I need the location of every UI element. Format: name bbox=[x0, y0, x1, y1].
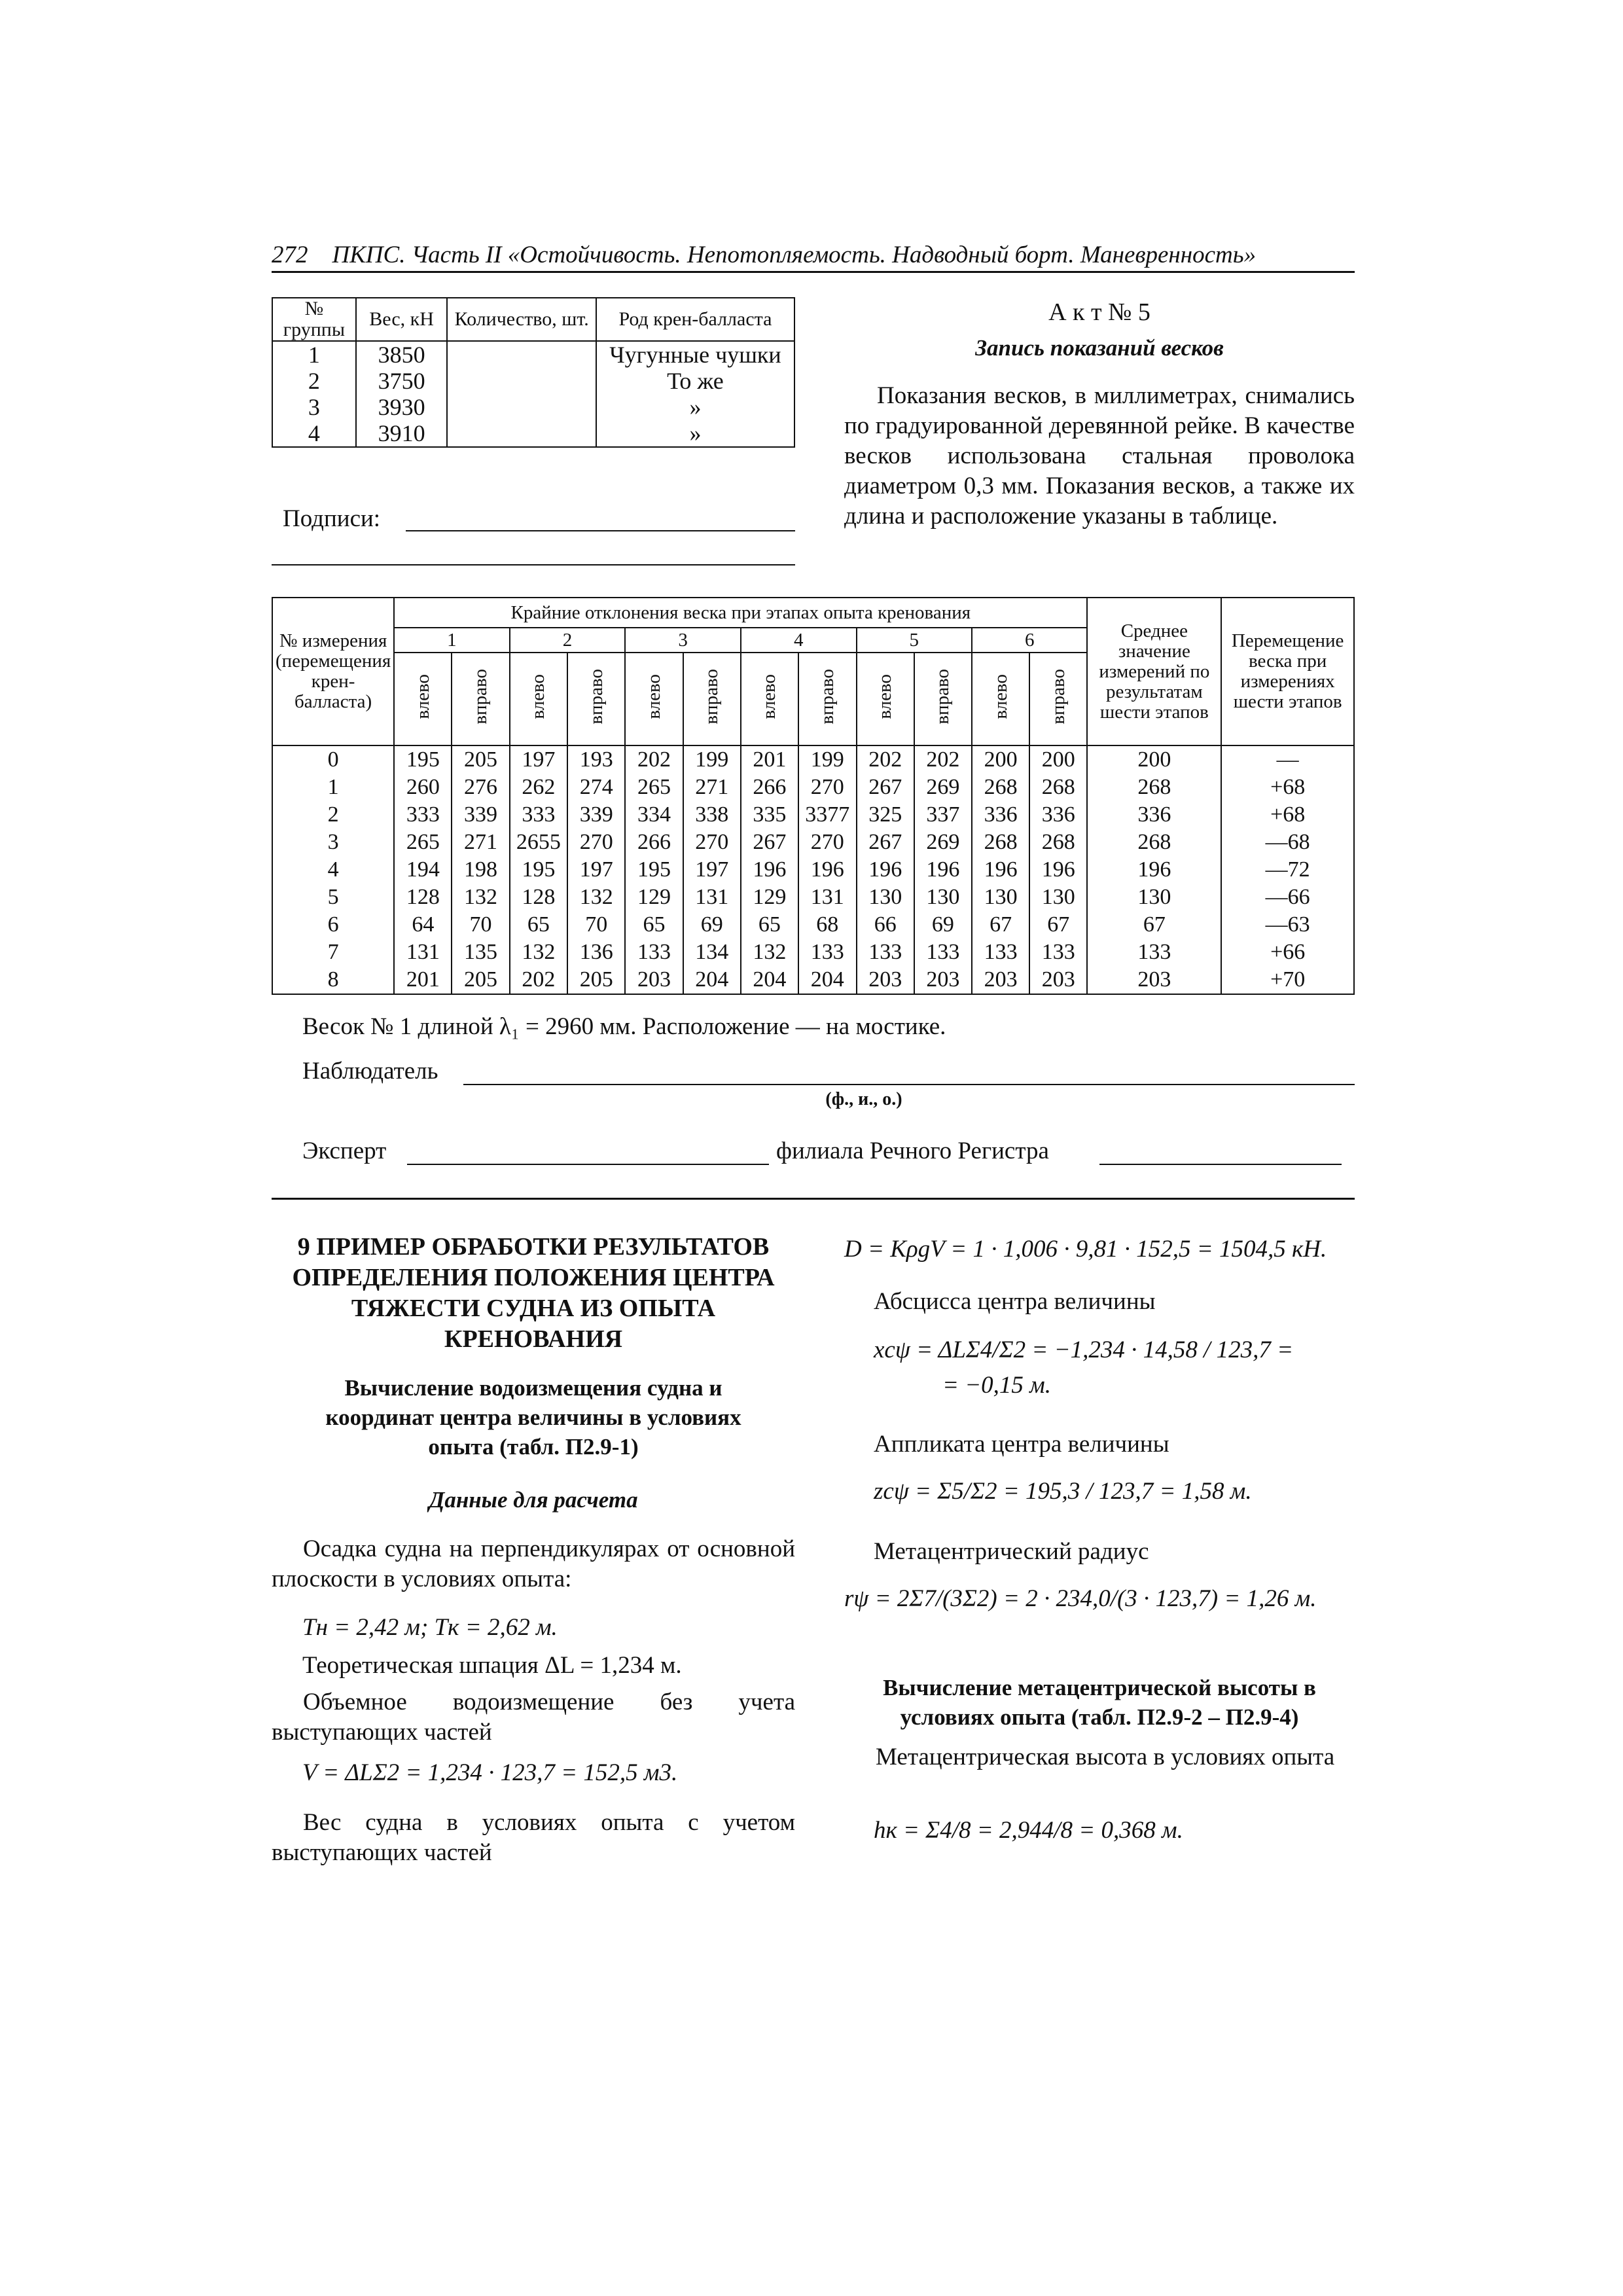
vesok-line: Весок № 1 длиной λ₁ = 2960 мм. Расположение — на мостике. bbox=[302, 1013, 946, 1040]
reading-cell: 202 bbox=[625, 745, 683, 774]
reading-cell: 65 bbox=[510, 911, 568, 939]
reading-cell: 132 bbox=[741, 939, 798, 966]
reading-cell: 66 bbox=[857, 911, 914, 939]
reading-cell: 204 bbox=[683, 966, 741, 994]
reading-cell: 67 bbox=[1029, 911, 1087, 939]
reading-cell: 197 bbox=[510, 745, 568, 774]
reading-cell: 333 bbox=[510, 801, 568, 829]
table-row bbox=[272, 745, 1354, 774]
stage-header: 5 bbox=[857, 628, 972, 653]
stage-header: 1 bbox=[394, 628, 509, 653]
reading-cell: 131 bbox=[683, 884, 741, 911]
shift-cell: —68 bbox=[1221, 829, 1354, 856]
table-row: 4 3910 » bbox=[272, 420, 794, 447]
formula-weight: D = KρgV = 1 · 1,006 · 9,81 · 152,5 = 1504,5 кН. bbox=[844, 1236, 1327, 1263]
stage-header: 4 bbox=[741, 628, 857, 653]
reading-cell: 194 bbox=[394, 856, 452, 884]
reading-cell: 201 bbox=[394, 966, 452, 994]
reading-cell: 270 bbox=[798, 829, 857, 856]
shift-cell: — bbox=[1221, 745, 1354, 774]
reading-cell: 197 bbox=[567, 856, 625, 884]
reading-cell: 268 bbox=[1029, 829, 1087, 856]
paragraph-abscissa: Абсцисса центра величины bbox=[874, 1288, 1156, 1315]
act-text: Показания весков, в миллиметрах, снимались по градуированной деревянной рейке. В качестве весков использована стальная проволока диаметром 0,3 мм. Показания весков, а также их длина и расположение указаны в таблице. bbox=[844, 382, 1355, 529]
reading-cell: 132 bbox=[510, 939, 568, 966]
reading-cell: 68 bbox=[798, 911, 857, 939]
reading-cell: 199 bbox=[683, 745, 741, 774]
side-left-label: влево bbox=[874, 674, 896, 719]
reading-cell: 203 bbox=[1029, 966, 1087, 994]
reading-cell: 133 bbox=[1029, 939, 1087, 966]
side-left-label: влево bbox=[758, 674, 780, 719]
reading-cell: 129 bbox=[625, 884, 683, 911]
table-row bbox=[272, 856, 1354, 884]
page-number: 272 bbox=[272, 242, 308, 268]
reading-cell: 133 bbox=[972, 939, 1029, 966]
section-heading: 9 ПРИМЕР ОБРАБОТКИ РЕЗУЛЬТАТОВ ОПРЕДЕЛЕНИЯ ПОЛОЖЕНИЯ ЦЕНТРА ТЯЖЕСТИ СУДНА ИЗ ОПЫТА КРЕНОВАНИЯ bbox=[292, 1233, 775, 1353]
act-title: А к т № 5 bbox=[1048, 298, 1150, 326]
reading-cell: 128 bbox=[510, 884, 568, 911]
paragraph-applicate: Аппликата центра величины bbox=[874, 1431, 1169, 1458]
reading-cell: 266 bbox=[625, 829, 683, 856]
reading-cell: 132 bbox=[567, 884, 625, 911]
reading-cell: 336 bbox=[972, 801, 1029, 829]
average-cell: 336 bbox=[1087, 801, 1221, 829]
side-right-label: вправо bbox=[932, 669, 954, 725]
reading-cell: 269 bbox=[914, 829, 972, 856]
reading-cell: 196 bbox=[857, 856, 914, 884]
table-row bbox=[272, 911, 1354, 939]
reading-cell: 196 bbox=[972, 856, 1029, 884]
reading-cell: 202 bbox=[857, 745, 914, 774]
reading-cell: 271 bbox=[452, 829, 509, 856]
subsection-heading-1: Вычисление водоизмещения судна и координат центра величины в условиях опыта (табл. П2.9-1) bbox=[325, 1375, 741, 1460]
reading-cell: 339 bbox=[452, 801, 509, 829]
reading-cell: 200 bbox=[1029, 745, 1087, 774]
subsection-heading-2: Вычисление метацентрической высоты в условиях опыта (табл. П2.9-2 – П2.9-4) bbox=[883, 1675, 1316, 1730]
measure-number: 2 bbox=[272, 801, 394, 829]
stage-header: 3 bbox=[625, 628, 740, 653]
reading-cell: 195 bbox=[625, 856, 683, 884]
formula-volume: V = ΔLΣ2 = 1,234 · 123,7 = 152,5 м3. bbox=[302, 1759, 678, 1786]
reading-cell: 274 bbox=[567, 774, 625, 801]
average-cell: 268 bbox=[1087, 829, 1221, 856]
average-cell: 67 bbox=[1087, 911, 1221, 939]
average-cell: 200 bbox=[1087, 745, 1221, 774]
col-shift: Перемещение веска при измерениях шести этапов bbox=[1221, 598, 1354, 745]
reading-cell: 198 bbox=[452, 856, 509, 884]
shift-cell: +68 bbox=[1221, 774, 1354, 801]
paragraph-weight: Вес судна в условиях опыта с учетом выступающих частей bbox=[272, 1809, 795, 1866]
measure-number: 5 bbox=[272, 884, 394, 911]
shift-cell: —66 bbox=[1221, 884, 1354, 911]
measure-number: 0 bbox=[272, 745, 394, 774]
reading-cell: 269 bbox=[914, 774, 972, 801]
reading-cell: 196 bbox=[914, 856, 972, 884]
reading-cell: 130 bbox=[857, 884, 914, 911]
reading-cell: 265 bbox=[394, 829, 452, 856]
measure-number: 1 bbox=[272, 774, 394, 801]
paragraph-draft: Осадка судна на перпендикулярах от основной плоскости в условиях опыта: bbox=[272, 1535, 795, 1592]
reading-cell: 130 bbox=[914, 884, 972, 911]
side-right-label: вправо bbox=[470, 669, 491, 725]
reading-cell: 196 bbox=[1029, 856, 1087, 884]
measure-number: 4 bbox=[272, 856, 394, 884]
reading-cell: 70 bbox=[452, 911, 509, 939]
reading-cell: 130 bbox=[972, 884, 1029, 911]
reading-cell: 193 bbox=[567, 745, 625, 774]
col-measure: № измерения (перемещения крен-балласта) bbox=[272, 598, 394, 745]
side-right-label: вправо bbox=[701, 669, 722, 725]
reading-cell: 70 bbox=[567, 911, 625, 939]
data-for-calculation: Данные для расчета bbox=[429, 1487, 638, 1513]
expert-middle-text: филиала Речного Регистра bbox=[776, 1138, 1049, 1164]
reading-cell: 135 bbox=[452, 939, 509, 966]
reading-cell: 268 bbox=[972, 829, 1029, 856]
reading-cell: 325 bbox=[857, 801, 914, 829]
measure-number: 3 bbox=[272, 829, 394, 856]
reading-cell: 195 bbox=[394, 745, 452, 774]
reading-cell: 200 bbox=[972, 745, 1029, 774]
reading-cell: 129 bbox=[741, 884, 798, 911]
reading-cell: 268 bbox=[972, 774, 1029, 801]
reading-cell: 338 bbox=[683, 801, 741, 829]
col-quantity: Количество, шт. bbox=[447, 298, 596, 341]
reading-cell: 67 bbox=[972, 911, 1029, 939]
reading-cell: 133 bbox=[857, 939, 914, 966]
reading-cell: 201 bbox=[741, 745, 798, 774]
reading-cell: 270 bbox=[683, 829, 741, 856]
reading-cell: 205 bbox=[452, 966, 509, 994]
reading-cell: 267 bbox=[741, 829, 798, 856]
reading-cell: 134 bbox=[683, 939, 741, 966]
shift-cell: +68 bbox=[1221, 801, 1354, 829]
reading-cell: 131 bbox=[394, 939, 452, 966]
side-left-label: влево bbox=[527, 674, 549, 719]
paragraph-volume: Объемное водоизмещение без учета выступающих частей bbox=[272, 1689, 795, 1746]
reading-cell: 130 bbox=[1029, 884, 1087, 911]
reading-cell: 197 bbox=[683, 856, 741, 884]
reading-cell: 65 bbox=[741, 911, 798, 939]
act-subtitle: Запись показаний весков bbox=[975, 335, 1224, 361]
table-row: 2 3750 То же bbox=[272, 368, 794, 394]
table-row bbox=[272, 884, 1354, 911]
paragraph-spacing: Теоретическая шпация ΔL = 1,234 м. bbox=[302, 1652, 682, 1679]
shift-cell: —63 bbox=[1221, 911, 1354, 939]
reading-cell: 203 bbox=[625, 966, 683, 994]
measure-number: 7 bbox=[272, 939, 394, 966]
reading-cell: 205 bbox=[452, 745, 509, 774]
shift-cell: —72 bbox=[1221, 856, 1354, 884]
reading-cell: 136 bbox=[567, 939, 625, 966]
measure-number: 6 bbox=[272, 911, 394, 939]
measure-number: 8 bbox=[272, 966, 394, 994]
expert-signature-line[interactable] bbox=[407, 1164, 769, 1165]
formula-metacentric: hк = Σ4/8 = 2,944/8 = 0,368 м. bbox=[874, 1817, 1183, 1844]
section-divider bbox=[272, 1198, 1355, 1200]
reading-cell: 276 bbox=[452, 774, 509, 801]
side-right-label: вправо bbox=[585, 669, 607, 725]
reading-cell: 65 bbox=[625, 911, 683, 939]
average-cell: 203 bbox=[1087, 966, 1221, 994]
registry-signature-line[interactable] bbox=[1099, 1164, 1342, 1165]
observer-label: Наблюдатель bbox=[302, 1058, 438, 1085]
table-row bbox=[272, 801, 1354, 829]
reading-cell: 202 bbox=[914, 745, 972, 774]
stage-header: 6 bbox=[972, 628, 1087, 653]
readings-table bbox=[272, 597, 1355, 995]
reading-cell: 69 bbox=[683, 911, 741, 939]
reading-cell: 196 bbox=[741, 856, 798, 884]
shift-cell: +70 bbox=[1221, 966, 1354, 994]
reading-cell: 334 bbox=[625, 801, 683, 829]
reading-cell: 196 bbox=[798, 856, 857, 884]
formula-abscissa-result: = −0,15 м. bbox=[942, 1372, 1052, 1399]
ballast-table bbox=[272, 297, 795, 448]
reading-cell: 335 bbox=[741, 801, 798, 829]
reading-cell: 195 bbox=[510, 856, 568, 884]
reading-cell: 133 bbox=[914, 939, 972, 966]
reading-cell: 131 bbox=[798, 884, 857, 911]
reading-cell: 128 bbox=[394, 884, 452, 911]
reading-cell: 337 bbox=[914, 801, 972, 829]
reading-cell: 132 bbox=[452, 884, 509, 911]
reading-cell: 270 bbox=[567, 829, 625, 856]
reading-cell: 270 bbox=[798, 774, 857, 801]
col-weight: Вес, кН bbox=[356, 298, 448, 341]
average-cell: 130 bbox=[1087, 884, 1221, 911]
running-title: ПКПС. Часть II «Остойчивость. Непотопляемость. Надводный борт. Маневренность» bbox=[332, 242, 1257, 268]
observer-caption: (ф., и., о.) bbox=[825, 1089, 902, 1109]
col-deviation-group: Крайние отклонения веска при этапах опыта кренования bbox=[394, 598, 1087, 628]
table-row bbox=[272, 774, 1354, 801]
observer-signature-line[interactable] bbox=[463, 1084, 1355, 1085]
paragraph-radius: Метацентрический радиус bbox=[874, 1538, 1149, 1565]
reading-cell: 336 bbox=[1029, 801, 1087, 829]
average-cell: 196 bbox=[1087, 856, 1221, 884]
col-ballast-type: Род крен-балласта bbox=[596, 298, 794, 341]
reading-cell: 262 bbox=[510, 774, 568, 801]
reading-cell: 339 bbox=[567, 801, 625, 829]
table-row: 1 3850 Чугунные чушки bbox=[272, 341, 794, 368]
reading-cell: 199 bbox=[798, 745, 857, 774]
reading-cell: 265 bbox=[625, 774, 683, 801]
formula-abscissa: xcψ = ΔLΣ4/Σ2 = −1,234 · 14,58 / 123,7 = bbox=[874, 1336, 1294, 1363]
average-cell: 133 bbox=[1087, 939, 1221, 966]
reading-cell: 205 bbox=[567, 966, 625, 994]
col-group-number: № группы bbox=[272, 298, 356, 341]
reading-cell: 203 bbox=[914, 966, 972, 994]
col-average: Среднее значение измерений по результатам шести этапов bbox=[1087, 598, 1221, 745]
paragraph-metacentric: Метацентрическая высота в условиях опыта bbox=[876, 1744, 1335, 1770]
shift-cell: +66 bbox=[1221, 939, 1354, 966]
stage-header: 2 bbox=[510, 628, 626, 653]
reading-cell: 271 bbox=[683, 774, 741, 801]
table-row: 3 3930 » bbox=[272, 394, 794, 420]
formula-applicate: zcψ = Σ5/Σ2 = 195,3 / 123,7 = 1,58 м. bbox=[874, 1478, 1252, 1505]
reading-cell: 204 bbox=[798, 966, 857, 994]
reading-cell: 267 bbox=[857, 774, 914, 801]
table-row bbox=[272, 939, 1354, 966]
reading-cell: 2655 bbox=[510, 829, 568, 856]
side-left-label: влево bbox=[643, 674, 664, 719]
reading-cell: 260 bbox=[394, 774, 452, 801]
reading-cell: 3377 bbox=[798, 801, 857, 829]
side-left-label: влево bbox=[990, 674, 1011, 719]
side-left-label: влево bbox=[412, 674, 433, 719]
average-cell: 268 bbox=[1087, 774, 1221, 801]
expert-label: Эксперт bbox=[302, 1138, 387, 1164]
formula-radius: rψ = 2Σ7/(3Σ2) = 2 · 234,0/(3 · 123,7) = 1,26 м. bbox=[844, 1585, 1317, 1612]
reading-cell: 266 bbox=[741, 774, 798, 801]
reading-cell: 202 bbox=[510, 966, 568, 994]
side-right-label: вправо bbox=[1047, 669, 1069, 725]
reading-cell: 267 bbox=[857, 829, 914, 856]
table-row bbox=[272, 966, 1354, 994]
reading-cell: 203 bbox=[972, 966, 1029, 994]
table-row bbox=[272, 829, 1354, 856]
reading-cell: 133 bbox=[798, 939, 857, 966]
reading-cell: 268 bbox=[1029, 774, 1087, 801]
signatures-label: Подписи: bbox=[283, 505, 381, 532]
signature-line-2[interactable] bbox=[272, 564, 795, 565]
formula-draft: Tн = 2,42 м; Tк = 2,62 м. bbox=[302, 1614, 558, 1641]
reading-cell: 204 bbox=[741, 966, 798, 994]
side-right-label: вправо bbox=[816, 669, 838, 725]
reading-cell: 203 bbox=[857, 966, 914, 994]
reading-cell: 333 bbox=[394, 801, 452, 829]
reading-cell: 133 bbox=[625, 939, 683, 966]
reading-cell: 64 bbox=[394, 911, 452, 939]
reading-cell: 69 bbox=[914, 911, 972, 939]
signature-line-1[interactable] bbox=[406, 530, 795, 531]
page-header bbox=[272, 240, 1355, 273]
